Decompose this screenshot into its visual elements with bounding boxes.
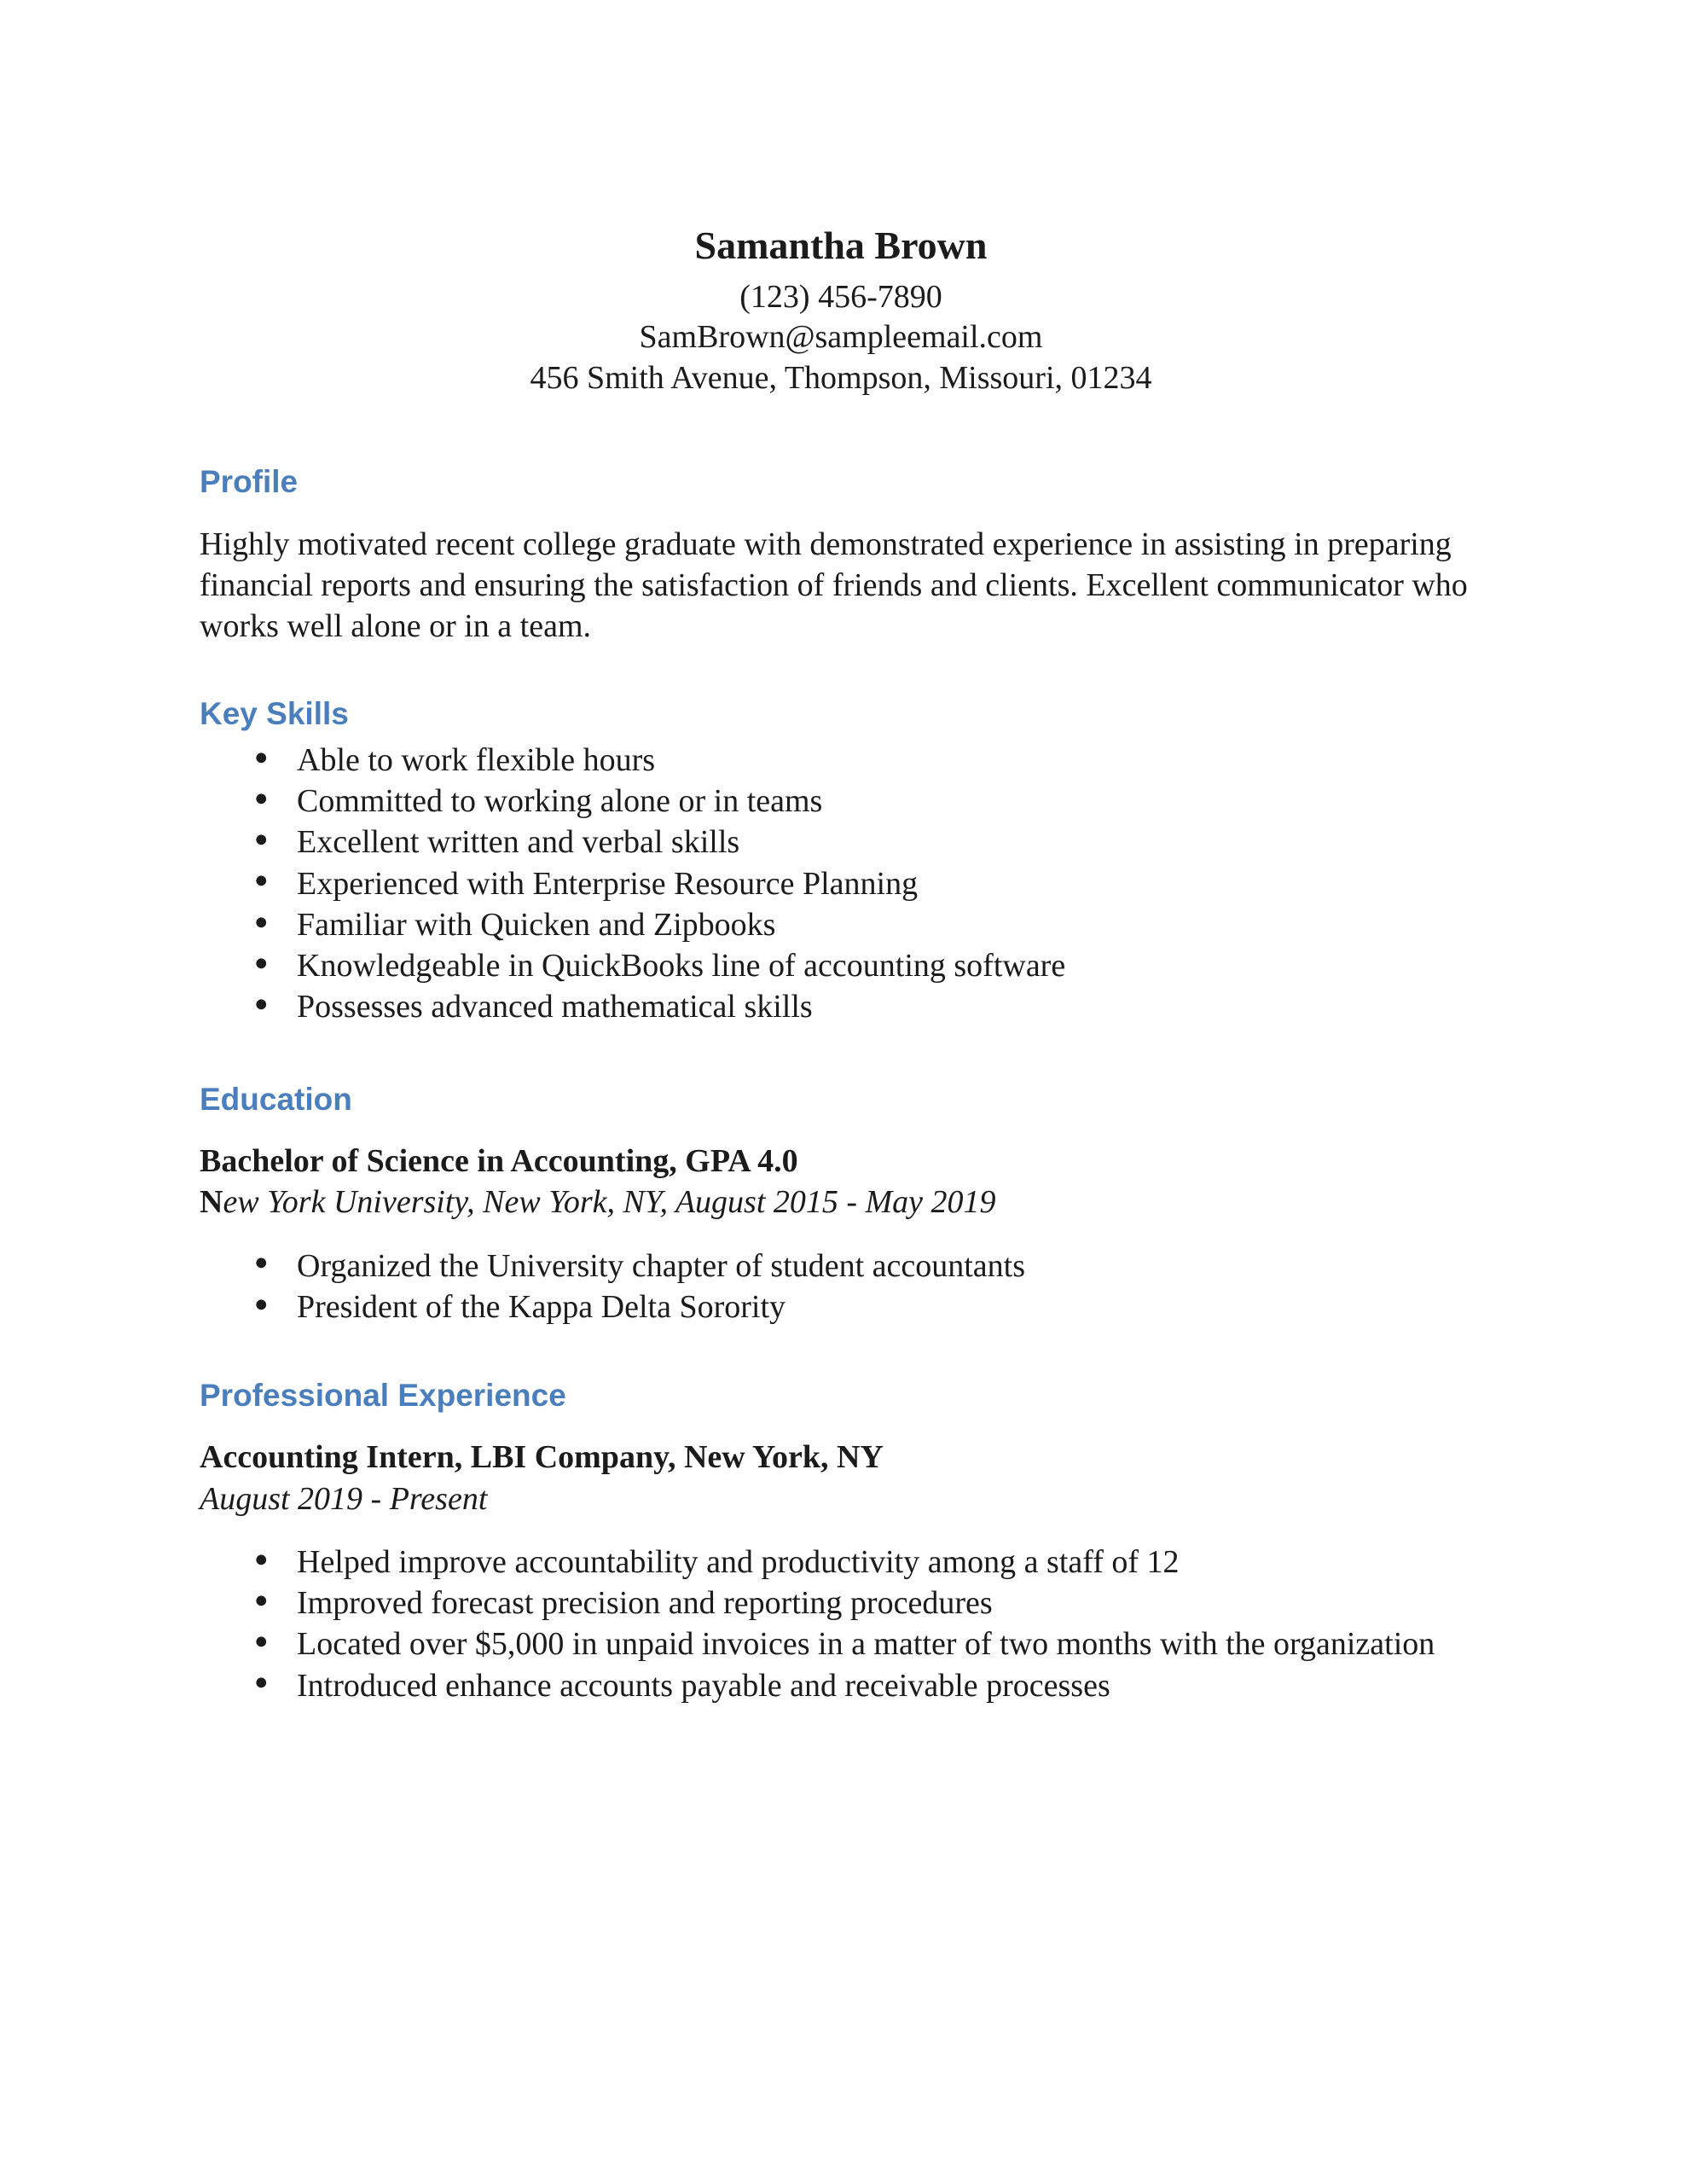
experience-section [200,1377,1482,1706]
list-item [200,1542,1482,1583]
address-text: 456 Smith Avenue, Thompson, Missouri, 01234 [530,359,1152,396]
profile-text: Highly motivated recent college graduate with demonstrated experience in assisting in preparing financial reports and ensuring the satisfaction of friends and clients. Excellent communicator who works well alone or in a team. [200,526,1468,645]
resume-header [200,224,1482,398]
list-item [200,1246,1482,1287]
education-heading: Education [200,1081,352,1117]
experience-bullet-text: Located over $5,000 in unpaid invoices in a matter of two months with the organization [297,1626,1435,1663]
phone-text: (123) 456-7890 [739,278,942,315]
list-item [200,781,1482,822]
key-skills-heading: Key Skills [200,695,349,731]
skill-text: Knowledgeable in QuickBooks line of accounting software [297,948,1066,985]
experience-list [200,1542,1482,1706]
experience-heading: Professional Experience [200,1378,566,1414]
list-item [200,904,1482,945]
experience-bullet-text: Introduced enhance accounts payable and receivable processes [297,1667,1110,1704]
email-text: SamBrown@sampleemail.com [639,319,1043,356]
list-item [200,740,1482,781]
education-section [200,1081,1482,1327]
key-skills-section [200,695,1482,1028]
skill-text: Familiar with Quicken and Zipbooks [297,906,776,943]
skill-text: Excellent written and verbal skills [297,824,740,861]
list-item [200,945,1482,986]
key-skills-list [200,740,1482,1028]
skill-text: Committed to working alone or in teams [297,783,823,820]
school-rest-text: ew York University, New York, NY, August 2015 - May 2019 [223,1184,996,1221]
profile-section [200,463,1482,647]
experience-bullet-text: Helped improve accountability and productivity among a staff of 12 [297,1543,1180,1580]
skill-text: Able to work flexible hours [297,741,656,778]
profile-heading: Profile [200,464,299,500]
school-lead-letter: N [200,1184,223,1221]
education-list [200,1246,1482,1328]
education-bullet-text: President of the Kappa Delta Sorority [297,1288,786,1325]
name-heading: Samantha Brown [694,224,988,267]
list-item [200,1665,1482,1706]
list-item [200,1623,1482,1664]
school-line [200,1182,1482,1223]
experience-bullet-text: Improved forecast precision and reporting procedures [297,1585,993,1622]
list-item [200,863,1482,904]
skill-text: Experienced with Enterprise Resource Planning [297,865,919,902]
list-item [200,1287,1482,1327]
education-bullet-text: Organized the University chapter of student accountants [297,1247,1026,1284]
job-title: Accounting Intern, LBI Company, New York, NY [200,1439,884,1476]
job-dates: August 2019 - Present [200,1480,488,1517]
skill-text: Possesses advanced mathematical skills [297,989,813,1025]
list-item [200,1583,1482,1623]
list-item [200,822,1482,863]
list-item [200,986,1482,1027]
degree-title: Bachelor of Science in Accounting, GPA 4.0 [200,1143,798,1180]
